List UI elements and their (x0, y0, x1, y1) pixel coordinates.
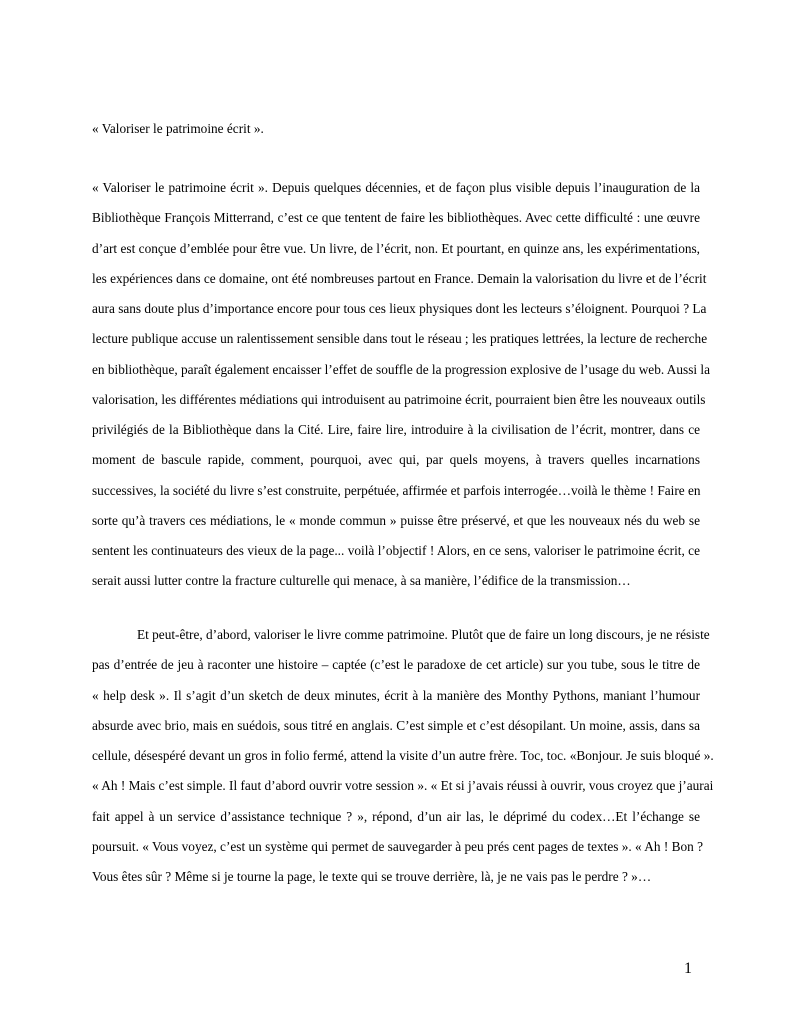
text-line: les expériences dans ce domaine, ont été nombreuses partout en France. Demain la valorisation du livre et de l’écrit (92, 270, 707, 286)
text-line: aura sans doute plus d’importance encore pour tous ces lieux physiques dont les lecteurs s’éloignent. Pourquoi ? La (92, 301, 707, 316)
text-line: sorte qu’à travers ces médiations, le « monde commun » puisse être préservé, et que les nouveaux nés du web se (92, 512, 700, 528)
text-line: Bibliothèque François Mitterrand, c’est ce que tentent de faire les bibliothèques. Avec cette difficulté : une œuvre (92, 210, 700, 226)
text-line: « Valoriser le patrimoine écrit ». Depuis quelques décennies, et de façon plus visible depuis l’inauguration de la (92, 180, 700, 195)
text-line: Et peut-être, d’abord, valoriser le livre comme patrimoine. Plutôt que de faire un long discours, je ne résiste (137, 627, 710, 642)
paragraph-1 (92, 179, 710, 603)
text-line: en bibliothèque, paraît également encaisser l’effet de souffle de la progression explosive de l’usage du web. Aussi la (92, 361, 710, 377)
text-line: fait appel à un service d’assistance technique ? », répond, d’un air las, le déprimé du codex…Et l’échange se (92, 808, 700, 824)
text-line: moment de bascule rapide, comment, pourquoi, avec qui, par quels moyens, à travers quelles incarnations (92, 452, 700, 468)
text-line: pas d’entrée de jeu à raconter une histoire – captée (c’est le paradoxe de cet article) sur you tube, sous le titre de (92, 657, 700, 673)
text-line: « help desk ». Il s’agit d’un sketch de deux minutes, écrit à la manière des Monthy Pythons, maniant l’humour (92, 687, 700, 703)
text-line: serait aussi lutter contre la fracture culturelle qui menace, à sa manière, l’édifice de la transmission… (92, 573, 631, 589)
text-line: privilégiés de la Bibliothèque dans la Cité. Lire, faire lire, introduire à la civilisation de l’écrit, montrer, dans ce (92, 422, 700, 437)
text-line: absurde avec brio, mais en suédois, sous titré en anglais. C’est simple et c’est désopilant. Un moine, assis, dans sa (92, 717, 700, 733)
text-line: successives, la société du livre s’est construite, perpétuée, affirmée et parfois interrogée…voilà le thème ! Faire en (92, 482, 701, 498)
document-title: « Valoriser le patrimoine écrit ». (92, 121, 264, 136)
text-line: lecture publique accuse un ralentissement sensible dans tout le réseau ; les pratiques lettrées, la lecture de recherche (92, 331, 708, 347)
text-line: cellule, désespéré devant un gros in folio fermé, attend la visite d’un autre frère. Toc, toc. «Bonjour. Je suis bloqué ». (92, 748, 714, 763)
page-number: 1 (684, 960, 692, 977)
text-line: Vous êtes sûr ? Même si je tourne la page, le texte qui se trouve derrière, là, je ne vais pas le perdre ? »… (92, 869, 652, 884)
paragraph-2 (92, 626, 714, 898)
text-line: « Ah ! Mais c’est simple. Il faut d’abord ouvrir votre session ». « Et si j’avais réussi à ouvrir, vous croyez que j’aurai (92, 778, 714, 794)
text-line: poursuit. « Vous voyez, c’est un système qui permet de sauvegarder à peu prés cent pages de textes ». « Ah ! Bon ? (92, 838, 704, 854)
text-line: valorisation, les différentes médiations qui introduisent au patrimoine écrit, pourraient bien être les nouveaux outils (92, 391, 706, 407)
text-line: sentent les continuateurs des vieux de la page... voilà l’objectif ! Alors, en ce sens, valoriser le patrimoine écrit, ce (92, 543, 700, 558)
text-line: d’art est conçue d’emblée pour être vue. Un livre, de l’écrit, non. Et pourtant, en quinze ans, les expérimentations, (92, 240, 700, 256)
